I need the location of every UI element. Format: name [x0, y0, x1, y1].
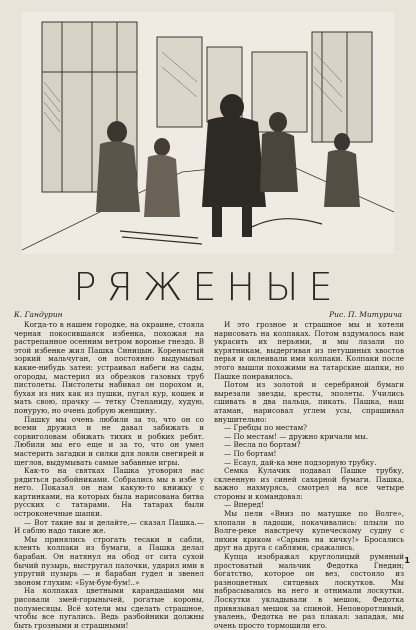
- paragraph: Пашку мы очень любили за то, что он со всеми дружил и не давал забижать и сорвиголовам обижать тихих и робких ребят. Любили мы его еще и за то, что он умел мастерить загадки и силки для ловли снегирей и щеглов, выдумывать самые забавные игры.: [14, 414, 204, 467]
- ink-sketch: [22, 12, 394, 254]
- paragraph: Мы принялись строгать тесаки и сабли, клеить колпаки из бумаги, а Пашка делал барабан. Он натянул на обод от сита сухой бычий пузырь, выстругал палочки, ударил ими в упругий пузырь — и барабан гудел и звенел звоном глухим: «Бум-бум-бум!..»: [14, 534, 204, 587]
- paragraph: Когда-то в нашем городке, на окраине, стояла черная покосившаяся избенка, похожая на растрепанное осенним ветром воронье гнездо. В этой избенке жил Пашка Синицын. Коренастый зоркий мальчуган, он постоянно выдумывал какие-нибудь затеи: устраивал набеги на сады, огороды, мастерил из обрезков газовых труб пистолеты. Пистолеты набивал он порохом и, бухая из них как из пушки, пугал кур, кошек и мать свою, прачку — тетку Степаниду, худую, понурую, но очень добрую женщину.: [14, 320, 204, 415]
- illustrator-credit: Рис. П. Митурича: [329, 310, 402, 319]
- paragraph: — Гребцы по местам?: [224, 423, 308, 433]
- paragraph: — Весла по бортам?: [224, 440, 301, 450]
- paragraph: Купца изображал круглолицый румяный простоватый мальчик Федотка Гнедин; богатство, которое он вез, состояло из разноцветных ситцевых лоскутков. Мы набрасывались на него и отнимали лоскутки. Лоскутки укладывали в мешок, Федотка привязывал мешок за спиной. Неповоротливый, увалень, Федотка не раз плакал: западая, мы очень просто тормошили его.: [214, 552, 404, 630]
- left-column: [14, 320, 204, 630]
- article-body: [14, 320, 404, 630]
- credits-line: [14, 310, 402, 319]
- right-column: [214, 320, 404, 630]
- paragraph: Потом из золотой и серебряной бумаги вырезали звезды, кресты, эполеты. Учились сшивать в два пальца, пикать. Пашка, наш атаман, нарисовал углем усы, спрашивал внушительно:: [214, 380, 404, 424]
- paragraph: — По местам! — дружно кричали мы.: [224, 431, 369, 441]
- page-title: РЯЖЕНЫЕ: [73, 265, 343, 309]
- paragraph: — Есаул, дай-ка мне подзорную трубку.: [224, 457, 377, 467]
- paragraph: Мы пели «Вниз по матушке по Волге», хлопали в ладоши, покачивались: плыли по Волге-реке навстречу купеческому судну с лихим криком «Сарынь на кичку!» Бросались друг на друга с саблями, сражались.: [214, 509, 404, 553]
- page-number: 1: [404, 556, 410, 565]
- street-crowd-illustration: [22, 12, 394, 254]
- paragraph: На колпаках цветными карандашами мы рисовали змей-горынычей, рогатые короны, полумесяцы. Всё хотели мы сделать страшное, чтобы все пугались. Ведь разбойники должны быть грозными и страшными!: [14, 586, 204, 630]
- paragraph: И это грозное и страшное мы и хотели нарисовать на колпаках. Потом вздумалось нам украсить их перьями, и мы лазали по курятникам, выдергивая из петушиных хвостов перья и оклеивали ими колпаки. Колпаки после этого вышли похожими на татарские шапки, но Пашке понравилось.: [214, 320, 404, 381]
- paragraph: — Вперед!: [224, 500, 264, 510]
- paragraph: Как-то на святках Пашка уговорил нас рядиться разбойниками. Собрались мы в избе у него. Показал он нам какую-то книжку с картинками, на которых была нарисована битва русских с татарами. На татарах были остроконечные шапки.: [14, 466, 204, 519]
- paragraph: — По бортам!: [224, 448, 277, 458]
- author-name: К. Гандурин: [14, 310, 63, 319]
- paragraph: — Вот такие вы и делайте,— сказал Пашка.— И саблю надо такие же.: [14, 517, 204, 536]
- paragraph: Семка Кулачик подавал Пашке трубку, склеенную из синей сахарной бумаги. Пашка, важно нахмурясь, смотрел на все четыре стороны и командовал:: [214, 466, 404, 501]
